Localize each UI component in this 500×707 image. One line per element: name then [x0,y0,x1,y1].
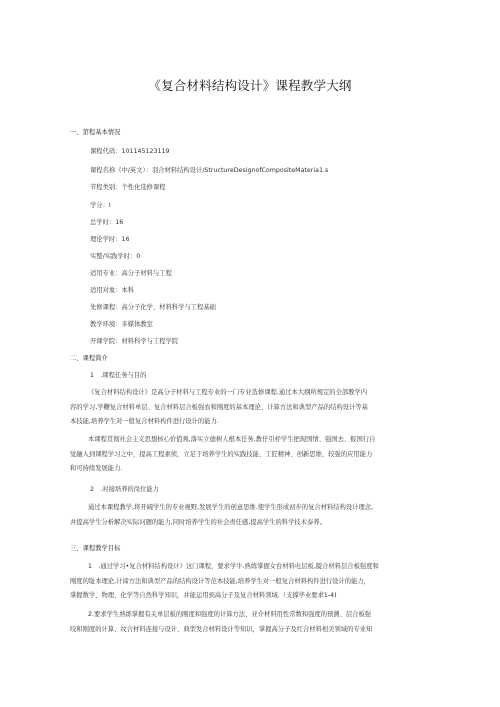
course-name: 课程名称《中/英文）：羽合材料结构设计/StructureDesignofCompositeMateria1.s [90,167,329,174]
paragraph-objective-1 [70,563,442,607]
paragraph-line: 觉融入到课程学习之中，提高工程素侦，立足于培养学生的实践技能、工匠精神、创新思维、较强的应用能力 [70,450,373,458]
practice-hours: 实整/实践学时：0 [90,253,141,260]
paragraph-line: 掌握数学、物理、化学等自然科学知识，并能运用到高分子及复合材料领域.（支撑毕业要求1-4) [70,592,337,599]
course-category: 节程类别：个性化选修课程 [90,184,166,191]
total-hours: 总学时：16 [90,219,124,226]
credits: 学分：I [90,202,111,209]
paragraph-objective-2 [70,611,442,640]
applicable-major: 适用专业：高分子材料与工程 [90,270,172,277]
document-title: 《复合材料结构设计》课程教学大纲 [148,78,352,93]
paragraph-line: 通过本课程教学,将开阔学生的专业视野,发展学生的创意思维.使学生形成初步的复合材料结构设计理念, [88,504,374,511]
paragraph-line: 容的学习,学鞭复合材料单层、复合材料层合板强农和刚度的基本理论、计算方法和典型产品的结构设计等基 [70,403,368,411]
paragraph-line: 2.要求学生熟练掌握有关单层板的刚度和强度的计算方法、亚介材料用性常数和强度的预测、层合板强 [88,611,372,618]
section-heading-objectives: 三、课程教学目标 [70,545,121,552]
paragraph-line: 《复合材料结构设计》是高分子材料与工程专业的一门专业选修课程.通过本大纲所规定的全部教学内 [88,389,368,396]
paragraph-line: 刚度的耻本理论,计谛方法和典型产品的结构设计等范本技能,培养学生对一般复合材料构件进行设计的能力， [70,577,370,585]
teaching-environment: 教学环境：多媒体教室 [90,321,153,328]
paragraph-job-ability [70,504,442,533]
paragraph-line: 咬和刚度的计算、纹合材料连接与设计、典型发合材料设计等知识，掌握高分子及红合材料相美领域的专业知 [70,625,373,633]
paragraph-line: 并提高学生分析解决实际问题的能力,同时培养学生的社会责任感,提高学生的科学技术泰养。 [70,518,326,526]
section-heading-course-intro: 二、课程简介 [70,355,108,362]
paragraph-line: 本课程贯彻社会主义思想核心价值观,落实立德树人根本任务,教仔引杼学生把现国情、强国去、报国行自 [88,436,376,443]
offering-college: 开课学院：材料科学与工程学院 [90,338,179,345]
prerequisite-courses: 先修课程：高分子化学、材料科学与工程基础 [90,304,216,311]
subheading-task-purpose: 1 .课程任务与目的 [90,372,147,379]
paragraph-course-overview [70,389,442,433]
section-heading-basic-info: 一、第程基本情况 [70,129,121,136]
course-code: 课程代码：101145123119 [90,148,170,155]
theory-hours: 理论学时：16 [90,236,130,243]
subheading-job-ability: 2 .对接培养的岗位能力 [90,486,159,493]
paragraph-line: 和可持续发展能力. [70,465,123,472]
paragraph-ideology [70,436,442,480]
applicable-audience: 适用对象：本科 [90,287,135,294]
paragraph-line: 本技能,培养学生对一般复合材料构件进行设计的能力. [70,418,219,425]
paragraph-line: 1 .通过学习•复合材料结构设计》这门课程，要求学牛.熟练掌握女台材料电层板,龊合材料层合板强度和 [88,563,379,570]
